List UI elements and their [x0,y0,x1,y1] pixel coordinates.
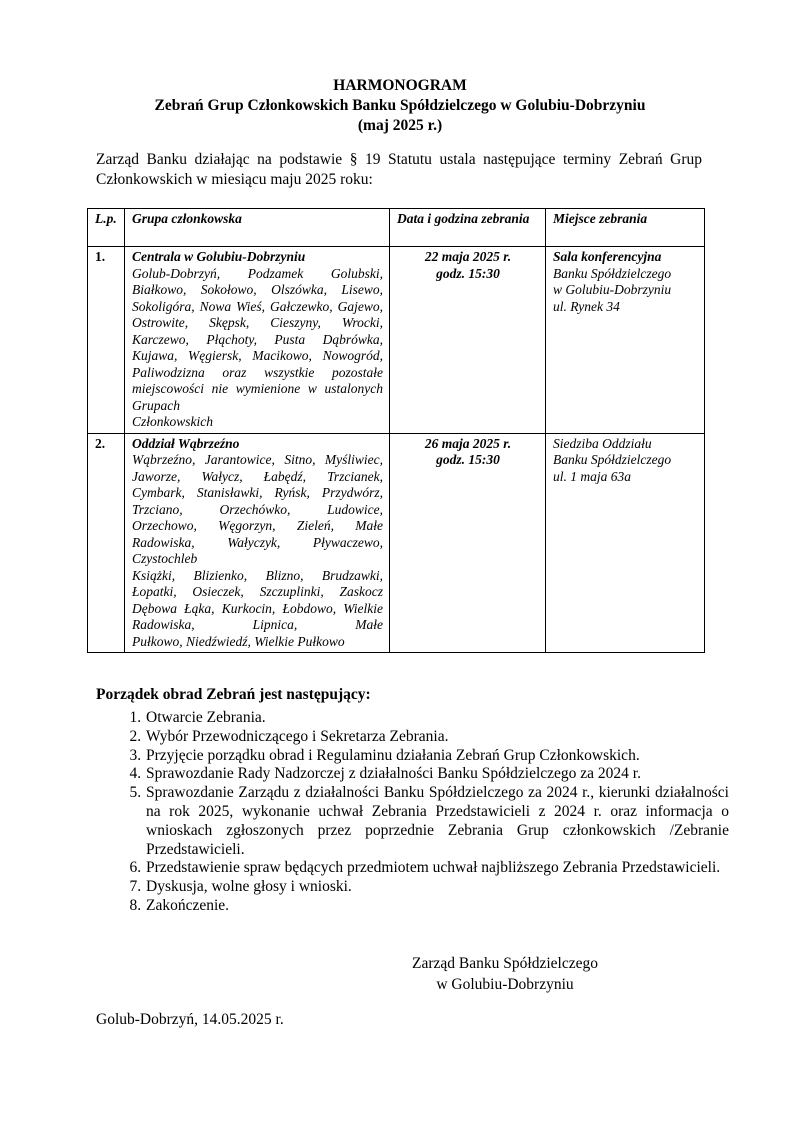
venue-line: Siedziba Oddziału [553,435,652,451]
group-places: Książki, Blizienko, Blizno, Brudzawki, Łopatki, Osieczek, Szczuplinki, Zaskocz Dębowa Łąka, Kurkocin, Łobdowo, Wielkie Radowiska, Lipnica, Małe [132,567,383,632]
meeting-date: 26 maja 2025 r. [424,435,512,451]
document-subtitle: Zebrań Grup Członkowskich Banku Spółdzielczego w Golubiu-Dobrzyniu [154,97,646,114]
document-title: HARMONOGRAM [333,77,467,94]
group-name: Oddział Wąbrzeźno [132,435,240,451]
row-group [125,433,390,653]
group-places-end: Pułkowo, Niedźwiedź, Wielkie Pułkowo [132,633,345,649]
agenda-item: 2. Wybór Przewodniczącego i Sekretarza Zebrania. [145,728,729,747]
agenda-item: 7. Dyskusja, wolne głosy i wnioski. [145,878,729,897]
header-date: Data i godzina zebrania [390,209,546,247]
intro-paragraph: Zarząd Banku działając na podstawie § 19 Statutu ustala następujące terminy Zebrań Grup Członkowskich w miesiącu maju 2025 roku: [96,151,702,188]
row-date [390,247,546,434]
venue-line: ul. Rynek 34 [553,298,620,314]
signature-line: w Golubiu-Dobrzyniu [436,975,574,993]
agenda-item: 5. Sprawozdanie Zarządu z działalności Banku Spółdzielczego za 2024 r., kierunki działalności na rok 2025, wykonanie uchwał Zebrania Przedstawicieli z 2024 r. oraz informacja o wnioskach zgłoszonych przez poprzednie Zebrania Grup członkowskich /Zebranie Przedstawicieli. [145,784,729,859]
row-date [390,433,546,653]
header-lp: L.p. [88,209,125,247]
row-group [125,247,390,434]
row-number: 1. [88,247,125,434]
venue-line: w Golubiu-Dobrzyniu [553,282,672,297]
group-places-end: Czystochleb [132,551,198,566]
schedule-table [87,208,705,653]
venue-line: Banku Spółdzielczego [553,452,672,467]
document-period: (maj 2025 r.) [357,117,443,134]
table-header-row [88,209,705,247]
group-places: Golub-Dobrzyń, Podzamek Golubski, Białkowo, Sokołowo, Olszówka, Lisewo, Sokoligóra, Nowa Wieś, Gałczewko, Gajewo, Ostrowite, Skępsk, Cieszyny, Wrocki, Karczewo, Płąchoty, Pusta Dąbrówka, Kujawa, Węgiersk, Macikowo, Nowogród, Paliwodzizna oraz wszystkie pozostałe miejscowości nie wymienione w ustalonych Grupach [132,265,383,413]
venue-line: ul. 1 maja 63a [553,468,632,484]
agenda-item: 3. Przyjęcie porządku obrad i Regulaminu działania Zebrań Grup Członkowskich. [145,747,729,766]
agenda-item: 1. Otwarcie Zebrania. [145,709,729,728]
row-venue [546,247,705,434]
meeting-time: godz. 15:30 [436,452,500,467]
agenda-item: 6. Przedstawienie spraw będących przedmiotem uchwał najbliższego Zebrania Przedstawicieli. [145,859,729,878]
signature-block [380,954,630,995]
signature-line: Zarząd Banku Spółdzielczego [412,955,598,972]
row-number: 2. [88,433,125,653]
place-date: Golub-Dobrzyń, 14.05.2025 r. [96,1011,284,1028]
meeting-time: godz. 15:30 [436,265,500,281]
agenda-item: 4. Sprawozdanie Rady Nadzorczej z działalności Banku Spółdzielczego za 2024 r. [145,765,729,784]
group-places: Wąbrzeźno, Jarantowice, Sitno, Myśliwiec, Jaworze, Wałycz, Łabędź, Trzcianek, Cymbark, Stanisławki, Ryńsk, Przydwórz, Trzciano, Orzechówko, Ludowice, Orzechowo, Węgorzyn, Zieleń, Małe Radowiska, Wałyczyk, Pływaczewo, [132,452,383,550]
header-venue: Miejsce zebrania [546,209,705,247]
document-header [0,76,800,136]
agenda-title: Porządek obrad Zebrań jest następujący: [96,686,371,703]
venue-line: Banku Spółdzielczego [553,265,672,281]
row-venue [546,433,705,653]
header-group: Grupa członkowska [125,209,390,247]
group-places-end: Członkowskich [132,414,213,429]
table-row [88,433,705,653]
group-name: Centrala w Golubiu-Dobrzyniu [132,249,306,264]
venue-name: Sala konferencyjna [553,249,662,264]
agenda-item: 8. Zakończenie. [145,897,729,916]
meeting-date: 22 maja 2025 r. [424,249,512,264]
agenda-list [118,709,729,916]
table-row [88,247,705,434]
